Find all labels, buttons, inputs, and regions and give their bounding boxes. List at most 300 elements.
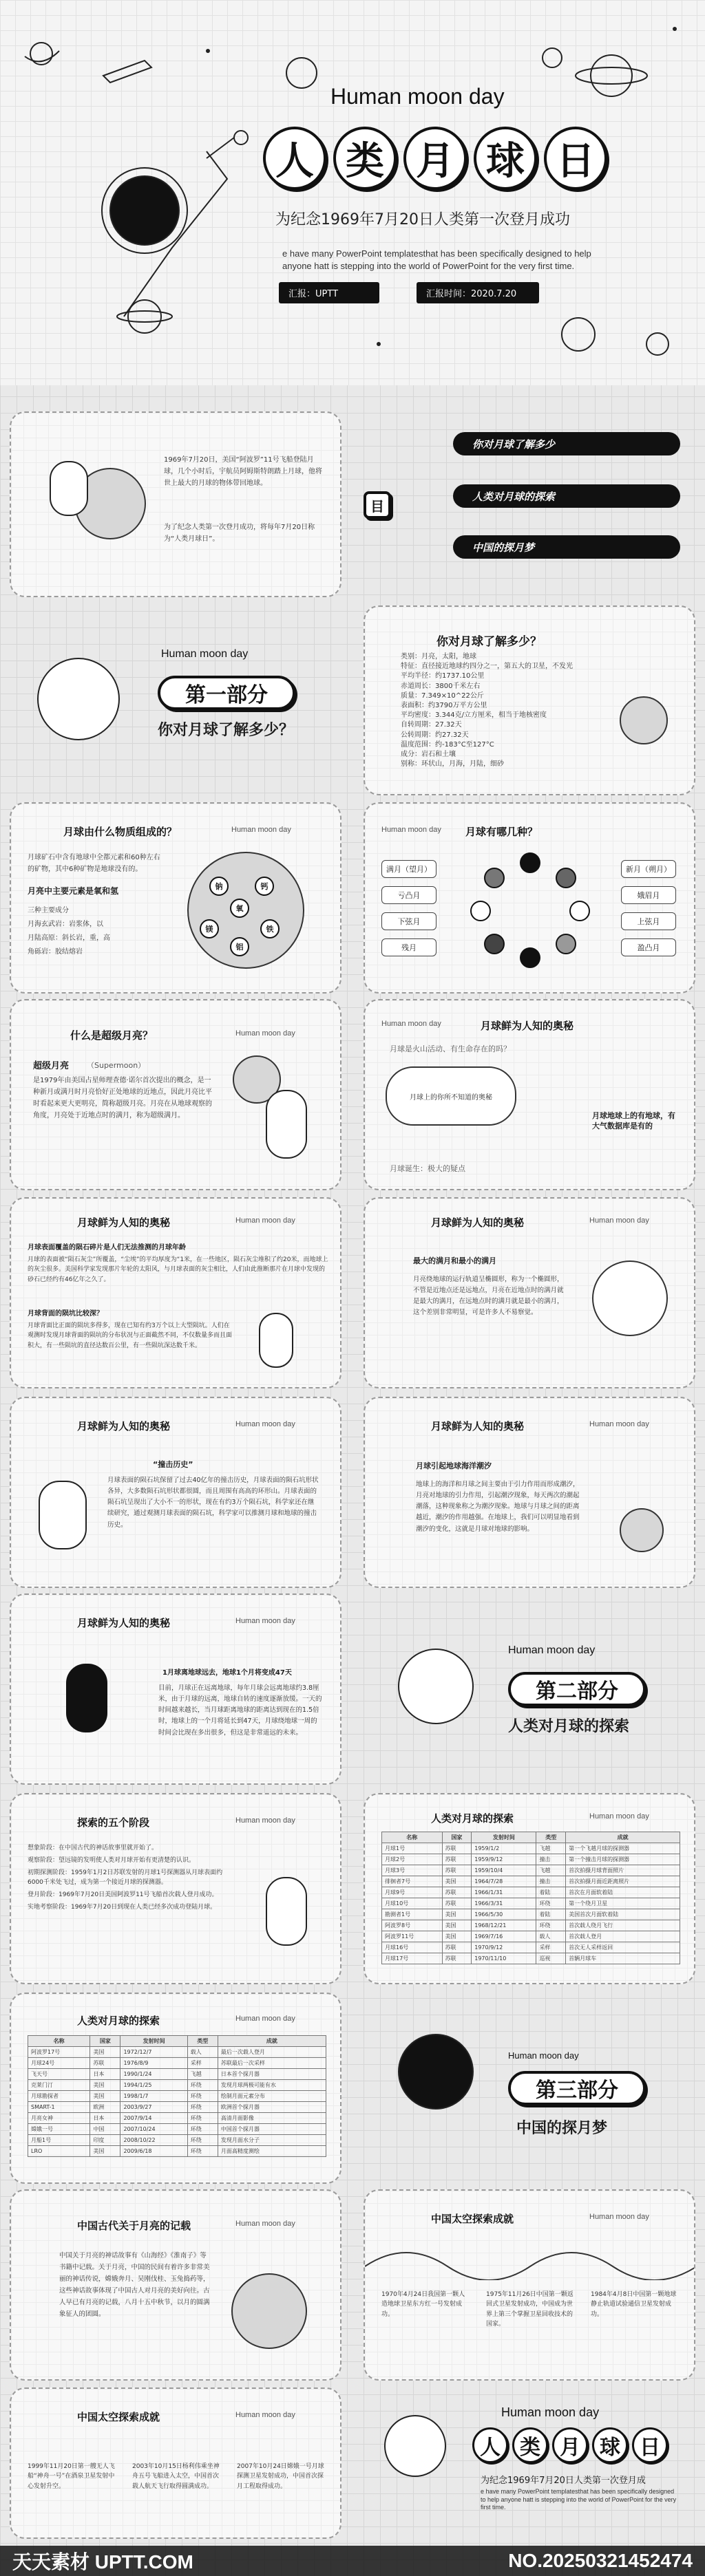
matter-list <box>28 904 165 959</box>
end-en-title: Human moon day <box>501 2405 600 2419</box>
table-cell: 首次拍摄月球背面照片 <box>566 1865 680 1876</box>
intro-slide <box>10 411 341 597</box>
toc-mark: 目 <box>364 491 391 519</box>
part-subtitle: 人类对月球的探索 <box>508 1718 630 1735</box>
table-row <box>382 1942 680 1953</box>
moon-illustration <box>620 1508 664 1552</box>
table-header-cell: 成就 <box>218 2036 326 2047</box>
table-cell: 月球10号 <box>382 1898 443 1909</box>
table-cell: 美国 <box>90 2080 120 2091</box>
mystery-footnote: 月球诞生：极大的疑点 <box>390 1164 465 1173</box>
slide-title: 你对月球了解多少？ <box>436 635 542 649</box>
moon-icon <box>286 58 317 88</box>
crescent-moon-illustration <box>592 1260 668 1336</box>
table-cell: 美国 <box>442 1909 472 1920</box>
table-header-cell: 类型 <box>536 1832 566 1843</box>
table-cell: 月球勘探者 <box>28 2091 90 2102</box>
toc-item[interactable]: 人类对月球的探索 <box>453 484 680 508</box>
table-row <box>382 1854 680 1865</box>
table-cell: 第一个飞越月球的探测器 <box>566 1843 680 1854</box>
table-cell: 1959/1/2 <box>472 1843 536 1854</box>
table-cell: 月面高精度测绘 <box>218 2146 326 2157</box>
table-cell: 首次载人登月 <box>566 1931 680 1942</box>
moon-phases-wheel <box>468 852 592 969</box>
slide-title: 人类对月球的探索 <box>431 1812 514 1825</box>
table-cell: 飞越 <box>536 1843 566 1854</box>
supermoon-term: 超级月亮 <box>33 1061 70 1071</box>
matter-item: 月海玄武岩：岩浆体，以 <box>28 921 103 928</box>
mystery-body: 目前，月球正在远离地球，每年月球会远离地球约3.8厘米，由于月球的远离，地球自转的速度逐渐放缓。一天的时间越来越长，当月球距离地球的距离达到现在的1.5倍时，地球上的一个月将延长到47天，月球绕地球一周的时间会比现在多出很多，但这是非常遥远的未来。 <box>158 1684 322 1737</box>
slide-title: 中国古代关于月亮的记载 <box>77 2220 191 2232</box>
table-row <box>382 1931 680 1942</box>
end-slide <box>364 2387 695 2539</box>
table-cell: 美国 <box>90 2091 120 2102</box>
table-row <box>382 1887 680 1898</box>
table-row <box>382 1865 680 1876</box>
table-header-cell: 国家 <box>90 2036 120 2047</box>
table-cell: 载人 <box>536 1931 566 1942</box>
element-cell: 氧 <box>230 899 249 918</box>
table-row <box>28 2102 326 2113</box>
table-cell: 苏联 <box>442 1942 472 1953</box>
part-en: Human moon day <box>508 1644 596 1656</box>
exploration-table1-slide <box>364 1793 695 1984</box>
table-header-cell: 成就 <box>566 1832 680 1843</box>
table-cell: 徘徊者7号 <box>382 1876 443 1887</box>
table-cell: 苏联 <box>442 1865 472 1876</box>
table-cell: 1966/1/31 <box>472 1887 536 1898</box>
table-cell: 着陆 <box>536 1909 566 1920</box>
moon-illustration <box>231 2273 307 2349</box>
cover-date: 汇报时间：2020.7.20 <box>417 282 539 303</box>
table-cell: 阿波罗11号 <box>382 1931 443 1942</box>
table-cell: 克莱门汀 <box>28 2080 90 2091</box>
mystery4-slide <box>10 1397 341 1588</box>
stages-list <box>28 1844 234 1913</box>
slide-en: Human moon day <box>235 2411 295 2419</box>
table-cell: 环绕 <box>187 2113 218 2124</box>
table-cell: 载人 <box>187 2047 218 2058</box>
table-cell: 环绕 <box>187 2091 218 2102</box>
table-cell: 2008/10/22 <box>120 2135 187 2146</box>
matter-intro: 月球矿石中含有地球中全都元素和60种左右的矿物，其中6种矿物是地球没有的。 <box>28 854 160 873</box>
table-cell: 1994/1/25 <box>120 2080 187 2091</box>
slide-title: 月球鲜为人知的奥秘 <box>77 1617 171 1629</box>
slide-en: Human moon day <box>235 1617 295 1625</box>
achievement-column: 1999年11月20日第一艘无人飞船“神舟一号”在酒泉卫星发射中心发射升空。 <box>28 2463 115 2490</box>
fact-row: 赤道周长：3800千米左右 <box>401 682 481 690</box>
matter-heading: 月亮中主要元素是氧和氢 <box>28 886 119 896</box>
table-cell: 嫦娥一号 <box>28 2124 90 2135</box>
element-cell: 铁 <box>260 919 280 938</box>
table-cell: 苏联最后一次采样 <box>218 2058 326 2069</box>
table-cell: 日本 <box>90 2113 120 2124</box>
mystery-body: 月亮绕地球的运行轨道呈椭圆形，称为一个椭圆形，不管是近地点还是远地点，月亮在近地点时的满月就是最大的满月，在远地点时的满月就是最小的满月，这个差别非常明显，可是许多人不易察觉。 <box>413 1276 564 1317</box>
phase-label: 下弦月 <box>381 912 436 930</box>
astronaut-helmet-illustration <box>398 2034 474 2110</box>
table-cell: 首次拍摄月面近距离照片 <box>566 1876 680 1887</box>
title-char: 类 <box>333 127 397 190</box>
title-char: 球 <box>592 2427 628 2463</box>
facts-slide <box>364 605 695 795</box>
phase-label: 新月（朔月） <box>621 860 676 878</box>
table-row <box>382 1953 680 1964</box>
astronaut-illustration <box>39 1481 87 1549</box>
cover-en-title: Human moon day <box>330 84 505 109</box>
table-cell: 环绕 <box>187 2124 218 2135</box>
slide-title: 月球鲜为人知的奥秘 <box>431 1420 525 1432</box>
table-cell: 1966/5/30 <box>472 1909 536 1920</box>
table-cell: 2007/10/24 <box>120 2124 187 2135</box>
title-char: 类 <box>512 2427 548 2463</box>
mystery-body: 月球的表面被“陨石灰尘”所覆盖，“尘埃”的平均厚度为“1米，在一些地区，陨石灰尘堆积了约20米，而地球上的灰尘很多。美国科学家发现那片年轮的太阳风，与月球表面的灰尘相比，人们由此推断那片在月球中发现的砂石已经约有46亿年之久了。 <box>28 1256 328 1283</box>
slide-title: 人类对月球的探索 <box>77 2015 160 2027</box>
table-cell: 首次无人采样返回 <box>566 1942 680 1953</box>
table-row <box>28 2135 326 2146</box>
achievement-column: 2003年10月15日杨利伟乘坐神舟五号飞船进入太空，中国首次载人航天飞行取得圆满成功。 <box>132 2463 220 2490</box>
title-char: 人 <box>263 127 326 190</box>
table-cell: 飞越 <box>536 1865 566 1876</box>
slide-en: Human moon day <box>589 1420 649 1428</box>
part-subtitle: 你对月球了解多少？ <box>158 722 295 739</box>
table-header-cell: 发射时间 <box>120 2036 187 2047</box>
table-cell: 发现月面水分子 <box>218 2135 326 2146</box>
table-cell: 环绕 <box>536 1920 566 1931</box>
table-cell: 1966/3/31 <box>472 1898 536 1909</box>
table-row <box>28 2069 326 2080</box>
table-cell: 苏联 <box>442 1843 472 1854</box>
supermoon-slide <box>10 999 341 1190</box>
table-cell: SMART-1 <box>28 2102 90 2113</box>
table-row <box>382 1843 680 1854</box>
astronaut-illustration <box>398 1649 474 1724</box>
phase-label: 满月（望月） <box>381 860 436 878</box>
slide-title: 探索的五个阶段 <box>77 1816 150 1829</box>
fact-row: 平均半径：约1737.10公里 <box>401 672 485 680</box>
table-cell: 印度 <box>90 2135 120 2146</box>
astronaut-illustration <box>266 1090 307 1159</box>
toc-item[interactable]: 中国的探月梦 <box>453 535 680 559</box>
cover-slide <box>0 0 705 385</box>
part-label: 第二部分 <box>508 1672 646 1706</box>
table-cell: 环绕 <box>187 2102 218 2113</box>
table-cell: 绘制月面元素分布 <box>218 2091 326 2102</box>
title-char: 日 <box>544 127 607 190</box>
table-cell: 1970/11/10 <box>472 1953 536 1964</box>
phase-label: 盈凸月 <box>621 938 676 956</box>
slide-en: Human moon day <box>231 826 291 834</box>
table-cell: 1964/7/28 <box>472 1876 536 1887</box>
table-cell: 日本 <box>90 2069 120 2080</box>
slide-en: Human moon day <box>235 1420 295 1428</box>
cover-reporter: 汇报：UPTT <box>279 282 379 303</box>
table-cell: 苏联 <box>442 1953 472 1964</box>
explore-stages-slide <box>10 1793 341 1984</box>
mystery3-slide <box>364 1197 695 1388</box>
phases-slide <box>364 802 695 994</box>
table-cell: 环绕 <box>187 2080 218 2091</box>
table-cell: 勘测者1号 <box>382 1909 443 1920</box>
table-cell: 2007/9/14 <box>120 2113 187 2124</box>
fact-row: 成分：岩石和土壤 <box>401 750 456 758</box>
part-subtitle: 中国的探月梦 <box>516 2120 608 2137</box>
element-cell: 镁 <box>200 919 219 938</box>
table-header-row <box>28 2036 326 2047</box>
table-cell: 1970/9/12 <box>472 1942 536 1953</box>
fact-row: 类别：月亮，太阳，地球 <box>401 653 476 661</box>
mystery2-slide <box>10 1197 341 1388</box>
toc-item[interactable]: 你对月球了解多少 <box>453 432 680 455</box>
table-row <box>28 2058 326 2069</box>
table-header-cell: 国家 <box>442 1832 472 1843</box>
table-cell: 欧洲首个探月器 <box>218 2102 326 2113</box>
fact-row: 温度范围：约-183°C至127°C <box>401 740 494 749</box>
table-cell: LRO <box>28 2146 90 2157</box>
slide-en: Human moon day <box>235 1029 295 1038</box>
table-header-cell: 名称 <box>28 2036 90 2047</box>
slide-title: 月球鲜为人知的奥秘 <box>431 1216 525 1229</box>
astronaut-illustration <box>384 2415 446 2477</box>
china-achievements1-slide <box>364 2189 695 2381</box>
mystery6-slide <box>10 1593 341 1785</box>
table-row <box>28 2091 326 2102</box>
table-row <box>382 1909 680 1920</box>
table-cell: 第一个绕月卫星 <box>566 1898 680 1909</box>
intro-bullet: 1969年7月20日，美国“阿波罗”11号飞船登陆月球，几个小时后，宇航员阿姆斯特朗踏上月球，他将世上最大的月球的物体带回地球。 <box>164 456 322 487</box>
supermoon-en-term: （Supermoon） <box>87 1061 146 1070</box>
table-cell: 首次载人绕月飞行 <box>566 1920 680 1931</box>
matter-item: 月陆高原：斜长岩，重，高 <box>28 934 110 942</box>
table-cell: 撞击 <box>536 1876 566 1887</box>
slide-title: 中国太空探索成就 <box>431 2213 514 2225</box>
part1-cover-slide <box>10 610 341 795</box>
table-row <box>382 1920 680 1931</box>
table-cell: 1969/7/16 <box>472 1931 536 1942</box>
table-cell: 美国首次月面软着陆 <box>566 1909 680 1920</box>
table-cell: 月球24号 <box>28 2058 90 2069</box>
table-cell: 阿波罗8号 <box>382 1920 443 1931</box>
ancient-records-slide <box>10 2189 341 2381</box>
astronaut-illustration <box>259 1313 293 1368</box>
slide-title: 月球有哪几种？ <box>465 826 538 838</box>
table-header-cell: 名称 <box>382 1832 443 1843</box>
table-cell: 苏联 <box>90 2058 120 2069</box>
mystery-heading: 1月球离地球远去，地球1个月将变成47天 <box>162 1669 292 1677</box>
phase-label: 残月 <box>381 938 436 956</box>
stage-row: 观察阶段：望远镜的发明使人类对月球开始有更清楚的认识。 <box>28 1856 196 1864</box>
element-cell: 钠 <box>209 877 229 896</box>
supermoon-body: 是1979年由美国占星师理查德·诺尔首次提出的概念，是一种新月或满月时月亮恰好正处地球的近地点，因此月亮比平时看起来更大更明亮，简称超级月亮。月亮在从地球观察的角度，月亮处于近地点时的满月，称为超级满月。 <box>33 1077 212 1119</box>
fact-row: 别称：环状山，月海，月陆，细砂 <box>401 760 504 769</box>
moon-illustration <box>620 696 668 744</box>
achievement-column: 1970年4月24日我国第一颗人造地球卫星东方红一号发射成功。 <box>381 2291 465 2318</box>
mystery-cloud: 月球上的你所不知道的奥秘 <box>386 1066 516 1126</box>
table-cell: 欧洲 <box>90 2102 120 2113</box>
part2-cover-slide <box>364 1593 695 1785</box>
slide-en: Human moon day <box>589 2213 649 2221</box>
mystery-heading: 最大的满月和最小的满月 <box>413 1256 496 1265</box>
title-char: 月 <box>403 127 467 190</box>
table-cell: 环绕 <box>536 1898 566 1909</box>
table-cell: 苏联 <box>442 1887 472 1898</box>
astronaut-illustration <box>266 1877 307 1946</box>
cover-description: e have many PowerPoint templatesthat has been specifically designed to help anyone hatt is stepping into the world of PowerPoint for the very first time. <box>282 248 591 272</box>
table-row <box>28 2146 326 2157</box>
title-char: 人 <box>472 2427 508 2463</box>
slide-en: Human moon day <box>381 1020 441 1028</box>
table-row <box>28 2113 326 2124</box>
mystery-heading: 月球引起地球海洋潮汐 <box>416 1461 492 1470</box>
exploration-table <box>28 2035 326 2157</box>
table-cell: 月亮女神 <box>28 2113 90 2124</box>
table-cell: 发现月球两极可能有水 <box>218 2080 326 2091</box>
matter-item: 三种主要成分 <box>28 907 69 914</box>
table-cell: 1976/8/9 <box>120 2058 187 2069</box>
slide-en: Human moon day <box>381 826 441 834</box>
table-cell: 1990/1/24 <box>120 2069 187 2080</box>
table-cell: 月球16号 <box>382 1942 443 1953</box>
achievement-column: 1975年11月26日中国第一颗返回式卫星发射成功，中国成为世界上第三个掌握卫星回收技术的国家。 <box>486 2291 574 2328</box>
part-label: 第一部分 <box>158 676 295 710</box>
slide-en: Human moon day <box>235 1816 295 1825</box>
table-cell: 阿波罗17号 <box>28 2047 90 2058</box>
table-cell: 最后一次载人登月 <box>218 2047 326 2058</box>
table-cell: 月球2号 <box>382 1854 443 1865</box>
table-cell: 中国首个探月器 <box>218 2124 326 2135</box>
table-cell: 撞击 <box>536 1854 566 1865</box>
mystery-heading: 月球背面的陨坑比较深？ <box>28 1310 103 1318</box>
end-title <box>472 2427 668 2463</box>
astronaut-illustration <box>37 658 120 740</box>
element-moon <box>187 852 304 969</box>
china-achievements2-slide <box>10 2387 341 2539</box>
part-en: Human moon day <box>508 2050 579 2061</box>
fact-row: 质量：7.349×10^22公斤 <box>401 691 484 700</box>
table-header-cell: 类型 <box>187 2036 218 2047</box>
fact-row: 特征：直径接近地球约四分之一，第五大的卫星，不发光 <box>401 663 573 671</box>
achievement-column: 1984年4月8日中国第一颗地球静止轨道试验通信卫星发射成功。 <box>591 2291 677 2318</box>
table-cell: 月球17号 <box>382 1953 443 1964</box>
phase-label: 上弦月 <box>621 912 676 930</box>
mystery-body: 月球表面的陨石坑保留了过去40亿年的撞击历史，月球表面的陨石坑形状各异，大多数陨石坑形状都很圆，而且周围有高高的环形山。月球表面的陨石坑呈现出了大小不一的形状，现在有约3万个陨石坑，科学家还在继续研究，通过观测月球表面的陨石坑，科学家可以推测月球和地球的撞击历史。 <box>107 1477 319 1529</box>
mystery-answer: 月球地球上的有地球，有大气数据库是有的 <box>592 1111 675 1131</box>
table-cell: 美国 <box>90 2146 120 2157</box>
slide-title: 中国太空探索成就 <box>77 2411 160 2423</box>
end-subtitle: 为纪念1969年7月20日人类第一次登月成 <box>481 2476 646 2486</box>
watermark-bar <box>0 2546 705 2576</box>
slide-title: 月球鲜为人知的奥秘 <box>481 1020 574 1032</box>
fact-row: 公转周期：约27.32天 <box>401 731 469 739</box>
ancient-body: 中国关于月亮的神话故事有《山海经》《淮南子》等书籍中记载。关于月亮，中国的民间有着许多非常美丽的神话传说，嫦娥奔月、吴刚伐桂、玉兔捣药等，这些神话故事体现了中国古人对月亮的美好向往。古人早已有月亮的记载，八月十五中秋节，以月的圆满象征人的团圆。 <box>59 2252 210 2319</box>
table-row <box>28 2124 326 2135</box>
slide-title: 什么是超级月亮？ <box>70 1029 154 1042</box>
astronaut-illustration <box>50 461 88 516</box>
slide-title: 月球鲜为人知的奥秘 <box>77 1420 171 1432</box>
table-cell: 采样 <box>536 1942 566 1953</box>
slide-title: 月球由什么物质组成的？ <box>63 826 178 838</box>
stage-row: 登月阶段：1969年7月20日美国阿波罗11号飞船首次载人登月成功。 <box>28 1891 218 1898</box>
table-cell: 美国 <box>90 2047 120 2058</box>
table-cell: 1972/12/7 <box>120 2047 187 2058</box>
exploration-table2-slide <box>10 1993 341 2184</box>
part3-cover-slide <box>364 1993 695 2184</box>
element-cell: 铝 <box>230 937 249 956</box>
table-cell: 飞越 <box>187 2069 218 2080</box>
cover-subtitle: 为纪念1969年7月20日人类第一次登月成功 <box>275 211 570 228</box>
matter-slide <box>10 802 341 994</box>
watermark-right: NO.20250321452474 <box>508 2550 693 2571</box>
table-cell: 采样 <box>187 2058 218 2069</box>
stage-row: 实地考察阶段：1969年7月20日到现在人类已经多次成功登陆月球。 <box>28 1903 217 1911</box>
part-en: Human moon day <box>161 648 249 660</box>
matter-item: 角砾岩：胶结熔岩 <box>28 948 83 956</box>
mystery-question: “撞击历史” <box>153 1460 193 1469</box>
slide-en: Human moon day <box>589 1216 649 1225</box>
table-row <box>28 2047 326 2058</box>
watermark-left: 天天素材 UPTT.COM <box>12 2551 193 2573</box>
exploration-table <box>381 1832 680 1964</box>
table-cell: 美国 <box>442 1876 472 1887</box>
intro-bullet: 为了纪念人类第一次登月成功，将每年7月20日称为“人类月球日”。 <box>164 524 315 543</box>
table-cell: 美国 <box>442 1931 472 1942</box>
phase-label: 亏凸月 <box>381 886 436 904</box>
achievement-column: 2007年10月24日嫦娥一号月球探测卫星发射成功，中国首次探月工程取得成功。 <box>237 2463 324 2490</box>
stage-row: 想象阶段：在中国古代的神话故事里就开始了。 <box>28 1845 158 1852</box>
table-cell: 中国 <box>90 2124 120 2135</box>
title-char: 日 <box>632 2427 668 2463</box>
table-cell: 环绕 <box>187 2146 218 2157</box>
table-cell: 1959/10/4 <box>472 1865 536 1876</box>
table-cell: 巡视 <box>536 1953 566 1964</box>
slide-en: Human moon day <box>589 1812 649 1821</box>
slide-en: Human moon day <box>235 2220 295 2228</box>
table-cell: 1959/9/12 <box>472 1854 536 1865</box>
table-cell: 环绕 <box>187 2135 218 2146</box>
table-cell: 第一个撞击月球的探测器 <box>566 1854 680 1865</box>
table-cell: 苏联 <box>442 1854 472 1865</box>
table-cell: 1998/1/7 <box>120 2091 187 2102</box>
facts-list <box>401 652 607 769</box>
table-header-cell: 发射时间 <box>472 1832 536 1843</box>
table-row <box>28 2080 326 2091</box>
rocket-icon <box>103 61 151 83</box>
table-cell: 首次在月面软着陆 <box>566 1887 680 1898</box>
table-header-row <box>382 1832 680 1843</box>
astronaut-silhouette <box>66 1664 107 1732</box>
wave-line <box>365 2239 695 2280</box>
table-row <box>382 1898 680 1909</box>
cover-title <box>263 127 607 190</box>
toc-slide <box>364 411 695 597</box>
title-char: 球 <box>474 127 537 190</box>
table-cell: 月球3号 <box>382 1865 443 1876</box>
part-label: 第三部分 <box>508 2071 646 2105</box>
title-char: 月 <box>552 2427 588 2463</box>
table-cell: 2003/9/27 <box>120 2102 187 2113</box>
mystery-question: 月球是火山活动、有生命存在的吗？ <box>390 1044 511 1053</box>
mystery1-slide <box>364 999 695 1190</box>
fact-row: 表面积：约3790万平方公里 <box>401 701 487 709</box>
cover-decoration <box>0 0 705 385</box>
table-cell: 月球9号 <box>382 1887 443 1898</box>
mystery-heading: 月球表面覆盖的陨石碎片是人们无法推测的月球年龄 <box>28 1244 186 1252</box>
table-cell: 月球1号 <box>382 1843 443 1854</box>
mystery-body: 月球背面比正面的陨坑多得多，现在已知有约3万个以上大型陨坑。人们在观测时发现月球背面的陨坑的分布状况与正面截然不同，不仅数量多而且面积大，有一些陨坑的直径达数百公里，有一些陨坑深达数千米。 <box>28 1322 233 1349</box>
slide-en: Human moon day <box>235 1216 295 1225</box>
table-cell: 2009/6/18 <box>120 2146 187 2157</box>
end-description: e have many PowerPoint templatesthat has been specifically designed to help anyone hatt is stepping into the world of PowerPoint for the very first time. <box>481 2488 677 2511</box>
slide-title: 月球鲜为人知的奥秘 <box>77 1216 171 1229</box>
